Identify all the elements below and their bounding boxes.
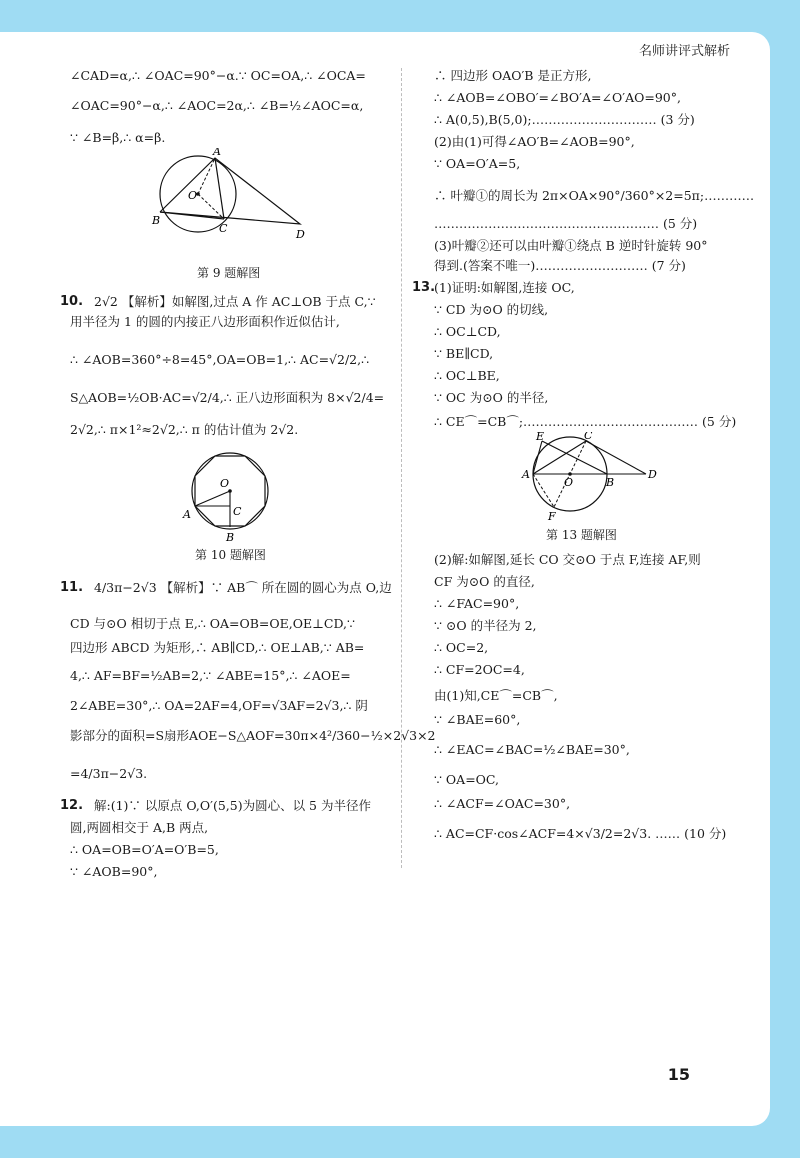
text-line: ∵ ∠AOB=90°, xyxy=(70,864,158,879)
label-c: C xyxy=(584,432,593,442)
text-line: (2)由(1)可得∠AO′B=∠AOB=90°, xyxy=(434,134,635,149)
text-line: ∵ OC 为⊙O 的半径, xyxy=(434,390,549,405)
text-line: ∠CAD=α,∴ ∠OAC=90°−α.∵ OC=OA,∴ ∠OCA= xyxy=(70,68,366,83)
figure-13-caption: 第 13 题解图 xyxy=(546,528,617,542)
text-line: (2)解:如解图,延长 CO 交⊙O 于点 F,连接 AF,则 xyxy=(434,552,701,567)
text-line: (3)叶瓣②还可以由叶瓣①绕点 B 逆时针旋转 90° xyxy=(434,238,708,253)
text-line: ∵ ∠B=β,∴ α=β. xyxy=(70,130,166,145)
tangent-cd xyxy=(586,441,646,474)
segment-oa xyxy=(195,491,230,506)
text-line: (1)证明:如解图,连接 OC, xyxy=(434,280,575,295)
text-line: ∴ ∠EAC=∠BAC=½∠BAE=30°, xyxy=(434,742,630,757)
text-line: ∵ OA=OC, xyxy=(434,772,500,787)
segment-oa xyxy=(198,158,215,194)
text-line: 2√2,∴ π×1²≈2√2,∴ π 的估计值为 2√2. xyxy=(70,422,299,437)
label-o: O xyxy=(564,476,574,489)
segment-bc xyxy=(160,212,224,219)
text-line: ∴ ∠AOB=360°÷8=45°,OA=OB=1,∴ AC=√2/2,∴ xyxy=(70,352,370,367)
label-o: O xyxy=(220,477,230,490)
text-line: CF 为⊙O 的直径, xyxy=(434,574,535,589)
text-line: ∴ OC=2, xyxy=(434,640,489,655)
text-line: ∵ OA=O′A=5, xyxy=(434,156,521,171)
text-line: ∴ ∠FAC=90°, xyxy=(434,596,520,611)
text-line: ∴ OA=OB=O′A=O′B=5, xyxy=(70,842,219,857)
text-line: ∵ ∠BAE=60°, xyxy=(434,712,521,727)
question-number: 13. xyxy=(412,280,436,295)
figure-10-caption: 第 10 题解图 xyxy=(195,548,266,562)
text-line: 影部分的面积=S扇形AOE−S△AOF=30π×4²/360−½×2√3×2 xyxy=(70,728,436,743)
label-a: A xyxy=(522,468,530,481)
text-line: ∴ OC⊥CD, xyxy=(434,324,501,339)
text-line: ∴ AC=CF·cos∠ACF=4×√3/2=2√3. …… (10 分) xyxy=(434,826,727,841)
label-b: B xyxy=(226,531,235,543)
text-line: 用半径为 1 的圆的内接正八边形面积作近似估计, xyxy=(70,314,340,329)
text-line: ∴ CE⌒=CB⌒;…………………………………… (5 分) xyxy=(434,414,737,429)
text-line: 得到.(答案不唯一)……………………… (7 分) xyxy=(434,258,686,273)
label-e: E xyxy=(536,432,545,443)
text-line: 四边形 ABCD 为矩形,∴ AB∥CD,∴ OE⊥AB,∵ AB= xyxy=(70,640,365,655)
text-line: 圆,两圆相交于 A,B 两点, xyxy=(70,820,209,835)
text-line: ∴ ∠AOB=∠OBO′=∠BO′A=∠O′AO=90°, xyxy=(434,90,681,105)
text-line: =4/3π−2√3. xyxy=(70,766,148,781)
page xyxy=(0,32,770,1126)
text-line: ∵ CD 为⊙O 的切线, xyxy=(434,302,549,317)
figure-9 xyxy=(150,148,310,258)
question-number: 12. xyxy=(60,798,84,813)
column-divider xyxy=(401,68,402,868)
text-line: ∠OAC=90°−α,∴ ∠AOC=2α,∴ ∠B=½∠AOC=α, xyxy=(70,98,364,113)
label-a: A xyxy=(213,148,221,158)
page-number: 15 xyxy=(667,1065,690,1084)
label-f: F xyxy=(548,510,556,523)
text-line: ∵ ⊙O 的半径为 2, xyxy=(434,618,537,633)
text-line: ∴ ∠ACF=∠OAC=30°, xyxy=(434,796,571,811)
question-number: 11. xyxy=(60,580,84,595)
segment-eb xyxy=(542,441,607,474)
text-line: ∵ BE∥CD, xyxy=(434,346,494,361)
label-b: B xyxy=(152,214,161,227)
text-line: 4,∴ AF=BF=½AB=2,∵ ∠ABE=15°,∴ ∠AOE= xyxy=(70,668,351,683)
figure-9-caption: 第 9 题解图 xyxy=(197,266,261,280)
label-d: D xyxy=(296,228,305,241)
segment-ac xyxy=(215,158,224,219)
segment-af xyxy=(533,474,554,507)
text-line: ……………………………………………… (5 分) xyxy=(434,216,698,231)
figure-13 xyxy=(512,432,662,524)
text-line: ∴ A(0,5),B(5,0);………………………… (3 分) xyxy=(434,112,695,127)
label-d: D xyxy=(648,468,657,481)
text-line: CD 与⊙O 相切于点 E,∴ OA=OB=OE,OE⊥CD,∵ xyxy=(70,616,355,631)
text-line: 4/3π−2√3 【解析】∵ AB⌒ 所在圆的圆心为点 O,边 xyxy=(94,580,392,595)
label-c: C xyxy=(219,222,228,235)
label-a: A xyxy=(183,508,191,521)
text-line: 解:(1)∵ 以原点 O,O′(5,5)为圆心、以 5 为半径作 xyxy=(94,798,371,813)
text-line: 2∠ABE=30°,∴ OA=2AF=4,OF=√3AF=2√3,∴ 阴 xyxy=(70,698,368,713)
text-line: S△AOB=½OB·AC=√2/4,∴ 正八边形面积为 8×√2/4= xyxy=(70,390,385,405)
text-line: ∴ OC⊥BE, xyxy=(434,368,500,383)
label-b: B xyxy=(606,476,615,489)
page-header: 名师讲评式解析 xyxy=(638,44,730,59)
question-number: 10. xyxy=(60,294,84,309)
figure-10 xyxy=(180,443,280,543)
text-line: 由(1)知,CE⌒=CB⌒, xyxy=(434,688,558,703)
text-line: ∴ CF=2OC=4, xyxy=(434,662,525,677)
label-o: O xyxy=(188,189,198,202)
text-line: ∴ 四边形 OAO′B 是正方形, xyxy=(434,68,592,83)
text-line: ∴ 叶瓣①的周长为 2π×OA×90°/360°×2=5π;………… xyxy=(434,188,755,203)
label-c: C xyxy=(233,505,242,518)
text-line: 2√2 【解析】如解图,过点 A 作 AC⊥OB 于点 C,∵ xyxy=(94,294,376,309)
